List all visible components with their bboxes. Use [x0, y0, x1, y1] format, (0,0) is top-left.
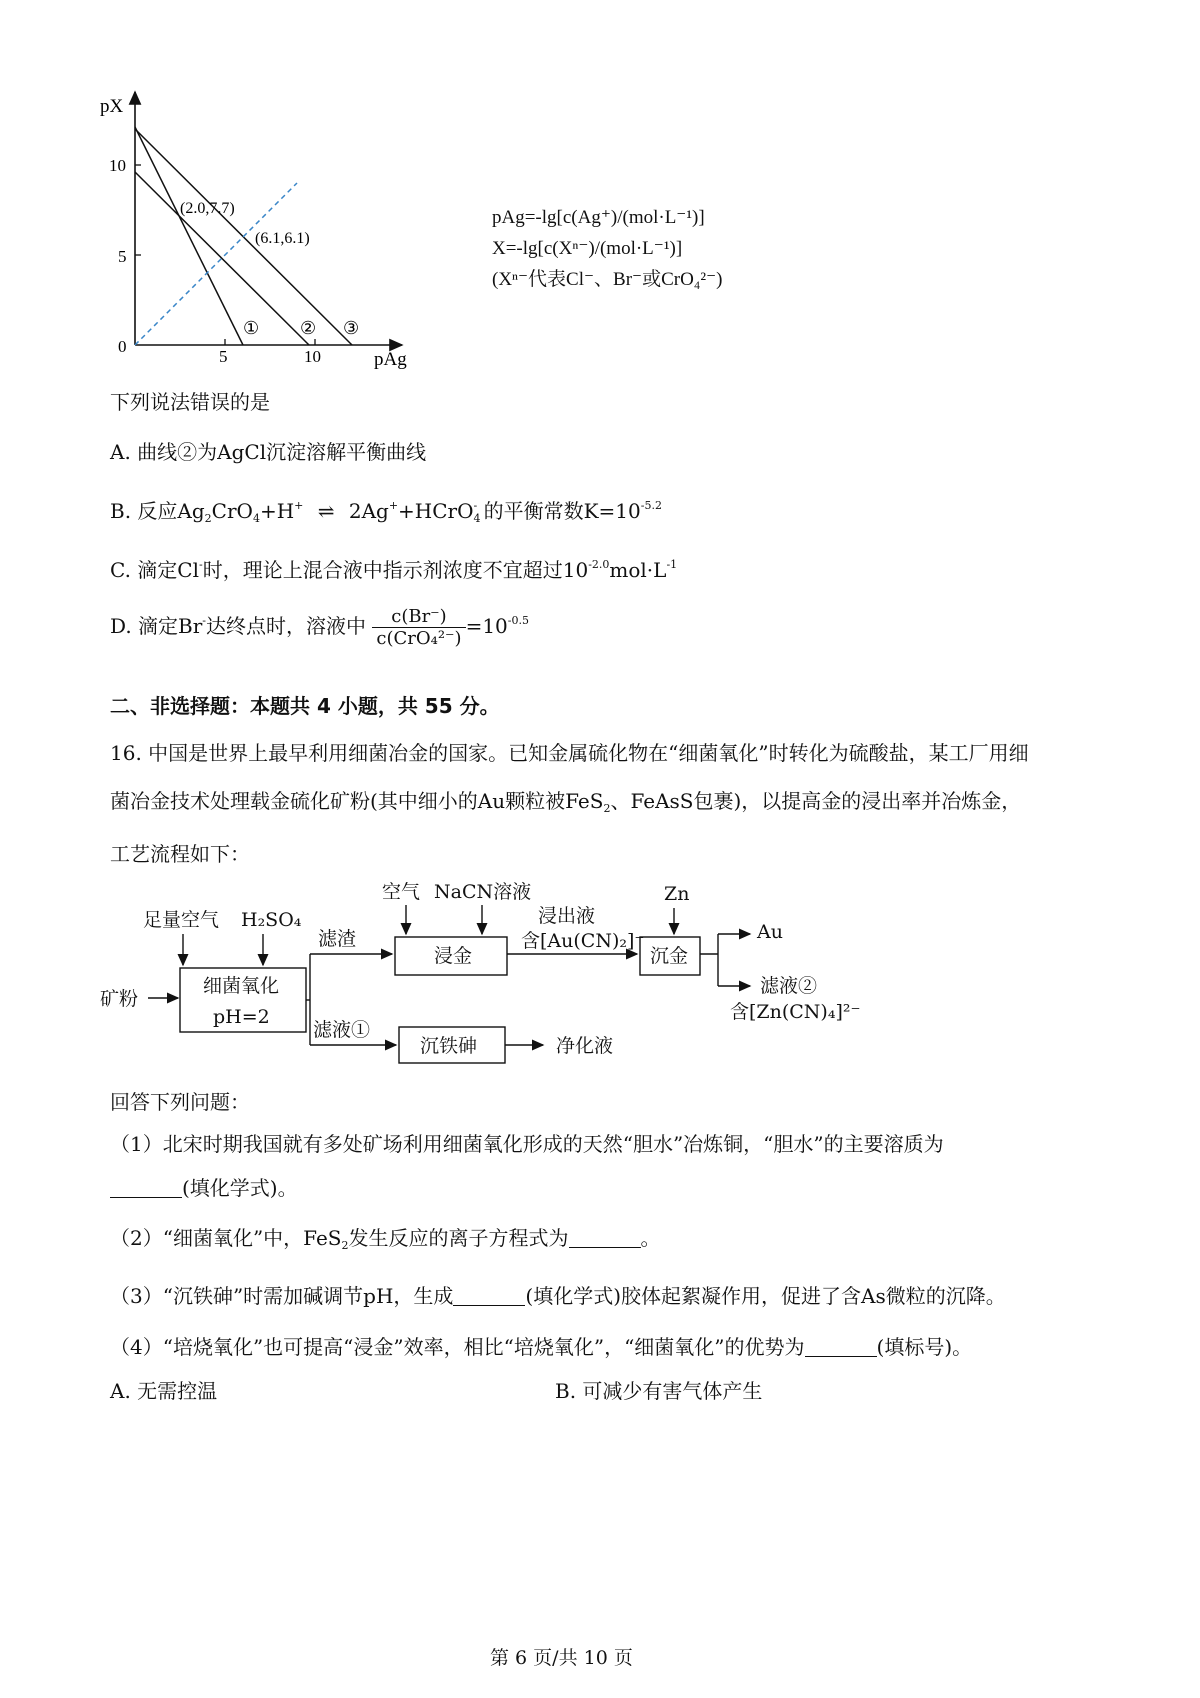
flow-box1-line2: pH=2 [213, 1006, 270, 1028]
equilibrium-arrow: ⇌ [317, 499, 335, 523]
q16-part1-line1: （1）北宋时期我国就有多处矿场利用细菌氧化形成的天然“胆水”冶炼铜，“胆水”的主要溶质为 [110, 1132, 944, 1156]
option-b: B. 反应$Ag_2CrO_4+H^+$ ⇌ 2Ag++HCrO$_4$- 的平衡常数$K=10^{-5.2}$ [110, 499, 662, 525]
flow-zn: Zn [664, 883, 690, 905]
flow-nacn: NaCN溶液 [434, 881, 532, 903]
answer-blank-2[interactable] [569, 1229, 641, 1248]
flow-box2: 浸金 [434, 945, 473, 967]
answer-blank-3[interactable] [453, 1287, 525, 1306]
process-flow-diagram [0, 870, 1200, 1070]
y-axis-label: pX [100, 96, 124, 117]
flow-ore: 矿粉 [100, 988, 139, 1010]
solubility-chart [0, 0, 460, 390]
definition-x-note: (Xⁿ⁻代表Cl⁻、Br⁻或CrO₄²⁻) [492, 269, 723, 290]
option-c: C. 滴定Cl-时，理论上混合液中指示剂浓度不宜超过$10^{-2.0}mol\cdot L^{-1}$ [110, 558, 678, 582]
curve-label-3: ③ [343, 318, 360, 339]
option-d: D. 滴定Br-达终点时，溶液中 $\frac{c(Br^-)}{\text{c(CrO₄²⁻)}}$ $=10^{-0.5}$ [110, 606, 530, 649]
answer-prompt: 回答下列问题： [110, 1090, 250, 1114]
answer-blank-1[interactable] [110, 1179, 182, 1198]
q16-intro-line1: 16. 中国是世界上最早利用细菌冶金的国家。已知金属硫化物在“细菌氧化”时转化为硫酸盐，某工厂用细 [110, 741, 1029, 765]
point-label-b: (6.1,6.1) [255, 230, 310, 247]
y-tick-label-0: 0 [118, 337, 127, 356]
flow-filtrate2-line2: 含[Zn(CN)₄]²⁻ [730, 1001, 861, 1023]
flow-box1-line1: 细菌氧化 [203, 975, 280, 997]
q16-part4: （4）“培烧氧化”也可提高“浸金”效率，相比“培烧氧化”，“细菌氧化”的优势为 (填标号)。 [110, 1335, 973, 1359]
flow-purified: 净化液 [556, 1035, 614, 1057]
definition-pag: pAg=-lg[c(Ag⁺)/(mol·L⁻¹)] [492, 207, 705, 228]
flow-air: 空气 [382, 881, 421, 903]
definition-px: X=-lg[c(Xⁿ⁻)/(mol·L⁻¹)] [492, 238, 683, 259]
question-prompt: 下列说法错误的是 [110, 390, 270, 414]
curve-label-2: ② [300, 318, 317, 339]
x-axis-label: pAg [374, 349, 407, 370]
q16-part1-line2: (填化学式)。 [110, 1172, 298, 1201]
flow-filtrate2-line1: 滤液② [760, 975, 818, 997]
flow-residue: 滤渣 [318, 928, 357, 950]
y-tick-label-10: 10 [109, 156, 126, 175]
x-tick-label-5: 5 [219, 347, 228, 366]
q16-option-b: B. 可减少有害气体产生 [555, 1379, 763, 1403]
flow-h2so4: H₂SO₄ [241, 909, 302, 931]
section-heading: 二、非选择题：本题共 4 小题，共 55 分。 [110, 694, 500, 718]
flow-leach-label1: 浸出液 [538, 905, 596, 927]
flow-box3: 沉金 [650, 945, 689, 967]
flow-au: Au [757, 921, 783, 943]
flow-air-excess: 足量空气 [143, 909, 220, 931]
x-tick-label-10: 10 [304, 347, 321, 366]
q16-option-a: A. 无需控温 [110, 1379, 218, 1403]
flow-leach-label2: 含[Au(CN)₂]⁻ [521, 930, 645, 952]
q16-intro-line2: 菌冶金技术处理载金硫化矿粉(其中细小的Au颗粒被FeS$_2$、FeAsS包裹)，以提高金的浸出率并冶炼金， [110, 789, 1022, 815]
q16-part3: （3）“沉铁砷”时需加碱调节pH，生成 (填化学式)胶体起絮凝作用，促进了含As微粒的沉降。 [110, 1284, 1006, 1308]
flow-filtrate1: 滤液① [313, 1019, 371, 1041]
curve-label-1: ① [243, 318, 260, 339]
concentration-fraction: $\frac{c(Br^-)}{\text{c(CrO₄²⁻)}}$ [372, 606, 465, 649]
q16-part2: （2）“细菌氧化”中，FeS$_2$发生反应的离子方程式为 。 [110, 1226, 661, 1252]
option-a: A. 曲线②为AgCl沉淀溶解平衡曲线 [110, 440, 427, 464]
curve-1 [135, 127, 243, 345]
point-label-a: (2.0,7.7) [180, 200, 235, 217]
chart-definitions [492, 202, 722, 295]
page-footer: 第 6 页/共 10 页 [490, 1647, 633, 1669]
flow-box4: 沉铁砷 [420, 1035, 478, 1057]
y-tick-label-5: 5 [118, 247, 127, 266]
q16-intro-line3: 工艺流程如下： [110, 842, 250, 866]
answer-blank-4[interactable] [805, 1338, 877, 1357]
